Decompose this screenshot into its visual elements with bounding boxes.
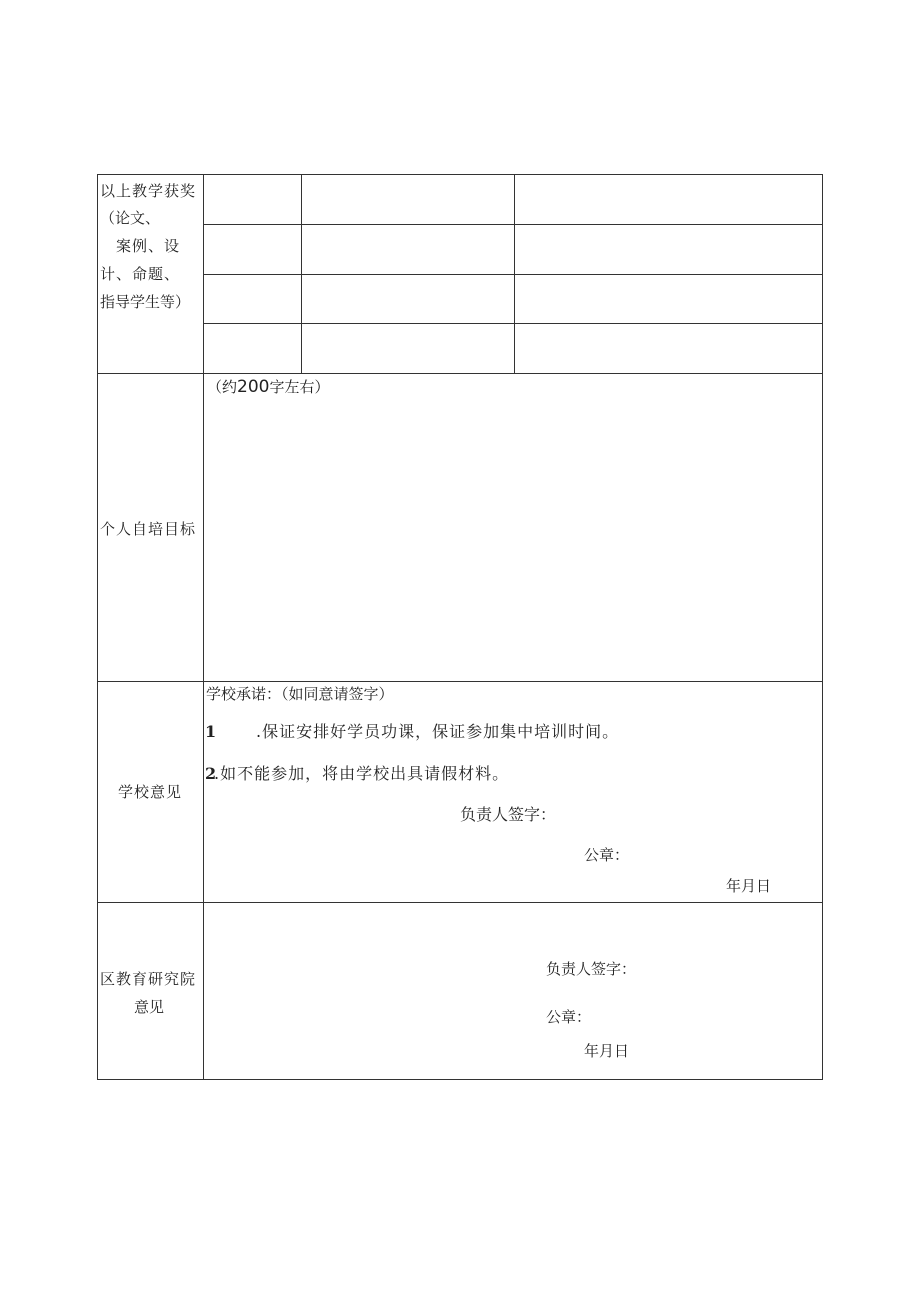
item2-number: 2 xyxy=(205,764,217,783)
school-signature-label: 负责人签字： xyxy=(460,805,557,824)
hint-open: （约 xyxy=(207,378,238,396)
self-goal-label: 个人自培目标 xyxy=(100,520,197,538)
district-opinion-label-line1: 区教育研究院 xyxy=(100,970,197,988)
item1-text: .保证安排好学员功课，保证参加集中培训时间。 xyxy=(256,722,620,741)
item2-text: .如不能参加，将由学校出具请假材料。 xyxy=(214,764,510,783)
application-form-table xyxy=(97,174,823,1080)
district-opinion-label-line2: 意见 xyxy=(134,998,165,1016)
district-seal-label: 公章： xyxy=(546,1008,592,1026)
item1-number: 1 xyxy=(205,722,217,741)
school-promise: 学校承诺：（如同意请签字） xyxy=(206,685,394,703)
district-date-label: 年月日 xyxy=(584,1042,630,1060)
awards-label-line: 以上教学获奖 xyxy=(100,182,197,200)
award-column-divider xyxy=(514,175,515,373)
hint-number: 200 xyxy=(237,377,270,397)
row-divider xyxy=(98,373,823,374)
award-column-divider xyxy=(301,175,302,373)
school-seal-label: 公章： xyxy=(584,846,630,864)
awards-label-line: 指导学生等） xyxy=(100,293,191,311)
awards-label-line: 计、命题、 xyxy=(100,265,181,283)
awards-label-line: 案例、设 xyxy=(116,237,181,255)
school-opinion-label: 学校意见 xyxy=(118,783,183,801)
hint-close: 字左右） xyxy=(269,378,330,396)
row-divider xyxy=(98,681,823,682)
row-divider xyxy=(98,902,823,903)
district-signature-label: 负责人签字： xyxy=(546,960,637,978)
self-goal-hint xyxy=(207,377,329,397)
label-column-divider xyxy=(203,175,204,1080)
school-date-label: 年月日 xyxy=(726,877,772,895)
awards-label-line: （论文、 xyxy=(100,209,161,227)
